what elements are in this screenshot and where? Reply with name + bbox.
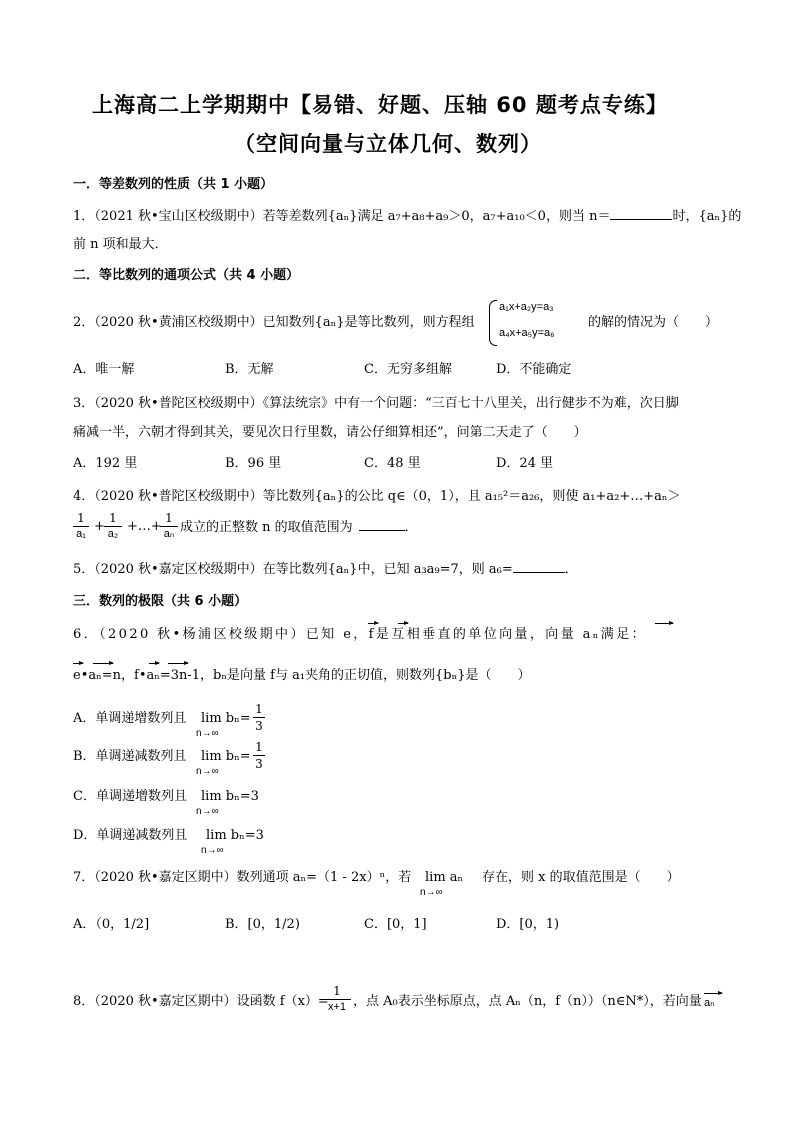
q8-fraction (323, 985, 351, 1013)
equation-1: a₁x+a₂y=a₃ (499, 301, 554, 313)
fraction-numerator: 1 (165, 511, 173, 525)
question-7-lim-sub: n→∞ (420, 887, 443, 898)
question-1-line-2: 前 n 项和最大． (73, 237, 168, 252)
question-4-range-text: 成立的正整数 n 的取值范围为 (180, 520, 353, 535)
q8-vector-an: aₙ (704, 997, 715, 1009)
fraction-denominator: a₂ (107, 528, 119, 540)
fraction-numerator: 1 (333, 984, 341, 998)
q6-option-a-lim: lim bₙ= (201, 711, 251, 726)
question-4-text-b (180, 520, 418, 534)
q6-option-b-value (253, 741, 265, 770)
question-7-lim: lim aₙ (425, 870, 464, 885)
answer-blank-5 (513, 562, 565, 573)
fraction-1-over-a1 (73, 512, 89, 540)
q3-option-c: C．48 里 (364, 456, 421, 471)
fraction-numerator: 1 (77, 511, 85, 525)
q6-option-d-lim: lim bₙ=3 (206, 828, 264, 843)
question-5-end: ． (564, 562, 578, 577)
answer-blank-1 (610, 209, 672, 220)
section-heading-1: 一．等差数列的性质（共 1 小题） (73, 177, 274, 192)
fraction-1-over-a2 (104, 512, 122, 540)
q7-option-c: C．[0，1] (364, 917, 427, 932)
vector-arrow-an4 (704, 993, 722, 994)
question-3-line-1: 3．（2020 秋•普陀区校级期中）《算法统宗》中有一个问题：“三百七十八里关，出行健步不为难，次日脚 (73, 396, 679, 411)
q6-option-c-label: C．单调递增数列且 (73, 789, 187, 804)
question-4-end: ． (404, 520, 418, 535)
equation-2: a₄x+a₅y=a₆ (499, 327, 555, 339)
fraction-denominator: 3 (255, 757, 263, 771)
vector-arrow-an3 (168, 663, 188, 664)
fraction-denominator: a₁ (76, 528, 86, 540)
fraction-denominator: aₙ (163, 528, 175, 540)
q6-option-a-sub: n→∞ (196, 728, 219, 739)
question-1 (73, 209, 741, 223)
q7-option-d: D．[0，1) (496, 917, 560, 932)
fraction-numerator: 1 (109, 511, 117, 525)
section-heading-2: 二．等比数列的通项公式（共 4 小题） (73, 268, 300, 283)
q6-option-d-sub: n→∞ (201, 845, 224, 856)
q2-option-d: D．不能确定 (496, 362, 572, 377)
q7-option-a: A．（0，1/2] (73, 917, 150, 932)
question-4-line-1: 4．（2020 秋•普陀区校级期中）等比数列{aₙ}的公比 q∈（0，1），且 a₁₅²＝a₂₆，则使 a₁+a₂+…+aₙ＞ (73, 489, 681, 504)
equation-system-brace (489, 300, 497, 346)
question-8-text-a: 8．（2020 秋•嘉定区期中）设函数 f（x）= (73, 994, 329, 1009)
vector-arrow-an (655, 623, 673, 624)
q3-option-a: A．192 里 (73, 456, 138, 471)
question-1-text-a: 1．（2021 秋•宝山区校级期中）若等差数列{aₙ}满足 a₇+a₈+a₉＞0，a₇+a₁₀＜0，则当 n＝ (73, 209, 611, 224)
vector-arrow-f (398, 623, 408, 624)
q2-option-a: A．唯一解 (73, 362, 135, 377)
question-6-line-2: e•aₙ=n，f•aₙ=3n-1，bₙ是向量 f与 a₁夹角的正切值，则数列{bₙ}是（ ） (73, 668, 531, 683)
q7-option-b: B．[0，1/2) (225, 917, 300, 932)
fraction-denominator: x+1 (327, 1001, 347, 1013)
question-5 (73, 562, 578, 576)
q6-option-b-sub: n→∞ (196, 766, 219, 777)
vector-arrow-f2 (149, 663, 159, 664)
q6-option-c-sub: n→∞ (196, 806, 219, 817)
page-subtitle: （空间向量与立体几何、数列） (234, 132, 542, 156)
answer-blank-4 (359, 520, 405, 531)
fraction-numerator: 1 (255, 702, 263, 716)
q6-option-b-lim: lim bₙ= (201, 749, 251, 764)
question-3-line-2: 痛减一半，六朝才得到其关，要见次日行里数，请公仔细算相还”，问第二天走了（ ） (73, 425, 587, 440)
q6-option-b-label: B．单调递减数列且 (73, 749, 187, 764)
q2-option-b: B．无解 (225, 362, 274, 377)
fraction-numerator: 1 (255, 740, 263, 754)
question-1-text-b: 时，{aₙ}的 (672, 209, 742, 224)
q2-option-c: C．无穷多组解 (364, 362, 452, 377)
question-6-line-1: 6．（2020 秋•杨浦区校级期中）已知 e，f是互相垂直的单位向量，向量 aₙ满足： (73, 627, 647, 642)
q6-option-d-label: D．单调递减数列且 (73, 828, 188, 843)
question-7-text-a: 7．（2020 秋•嘉定区期中）数列通项 aₙ=（1 - 2x）ⁿ，若 (73, 870, 412, 885)
page-title: 上海高二上学期期中【易错、好题、压轴 60 题考点专练】 (92, 93, 668, 117)
vector-arrow-e2 (73, 663, 83, 664)
question-5-text: 5．（2020 秋•嘉定区校级期中）在等比数列{aₙ}中，已知 a₃a₉=7，则 a₆= (73, 562, 513, 577)
vector-arrow-e (368, 623, 378, 624)
question-7-text-b: 存在，则 x 的取值范围是（ ） (482, 870, 680, 885)
plus-sign: + (94, 519, 105, 534)
q3-option-b: B．96 里 (225, 456, 282, 471)
q6-option-c-lim: lim bₙ=3 (201, 789, 259, 804)
section-heading-3: 三．数列的极限（共 6 小题） (73, 594, 248, 609)
vector-arrow-an2 (93, 663, 113, 664)
ellipsis-sum: +…+ (127, 519, 162, 534)
q3-option-d: D．24 里 (496, 456, 554, 471)
question-2-text-b: 的解的情况为（ ） (588, 315, 719, 330)
fraction-1-over-an (160, 512, 178, 540)
question-2-text-a: 2．（2020 秋•黄浦区校级期中）已知数列{aₙ}是等比数列，则方程组 (73, 315, 475, 330)
q6-option-a-value (253, 703, 265, 732)
q6-option-a-label: A．单调递增数列且 (73, 711, 187, 726)
fraction-denominator: 3 (255, 719, 263, 733)
question-8-text-b: ，点 A₀表示坐标原点，点 Aₙ（n，f（n））（n∈N*），若向量 (353, 994, 702, 1009)
